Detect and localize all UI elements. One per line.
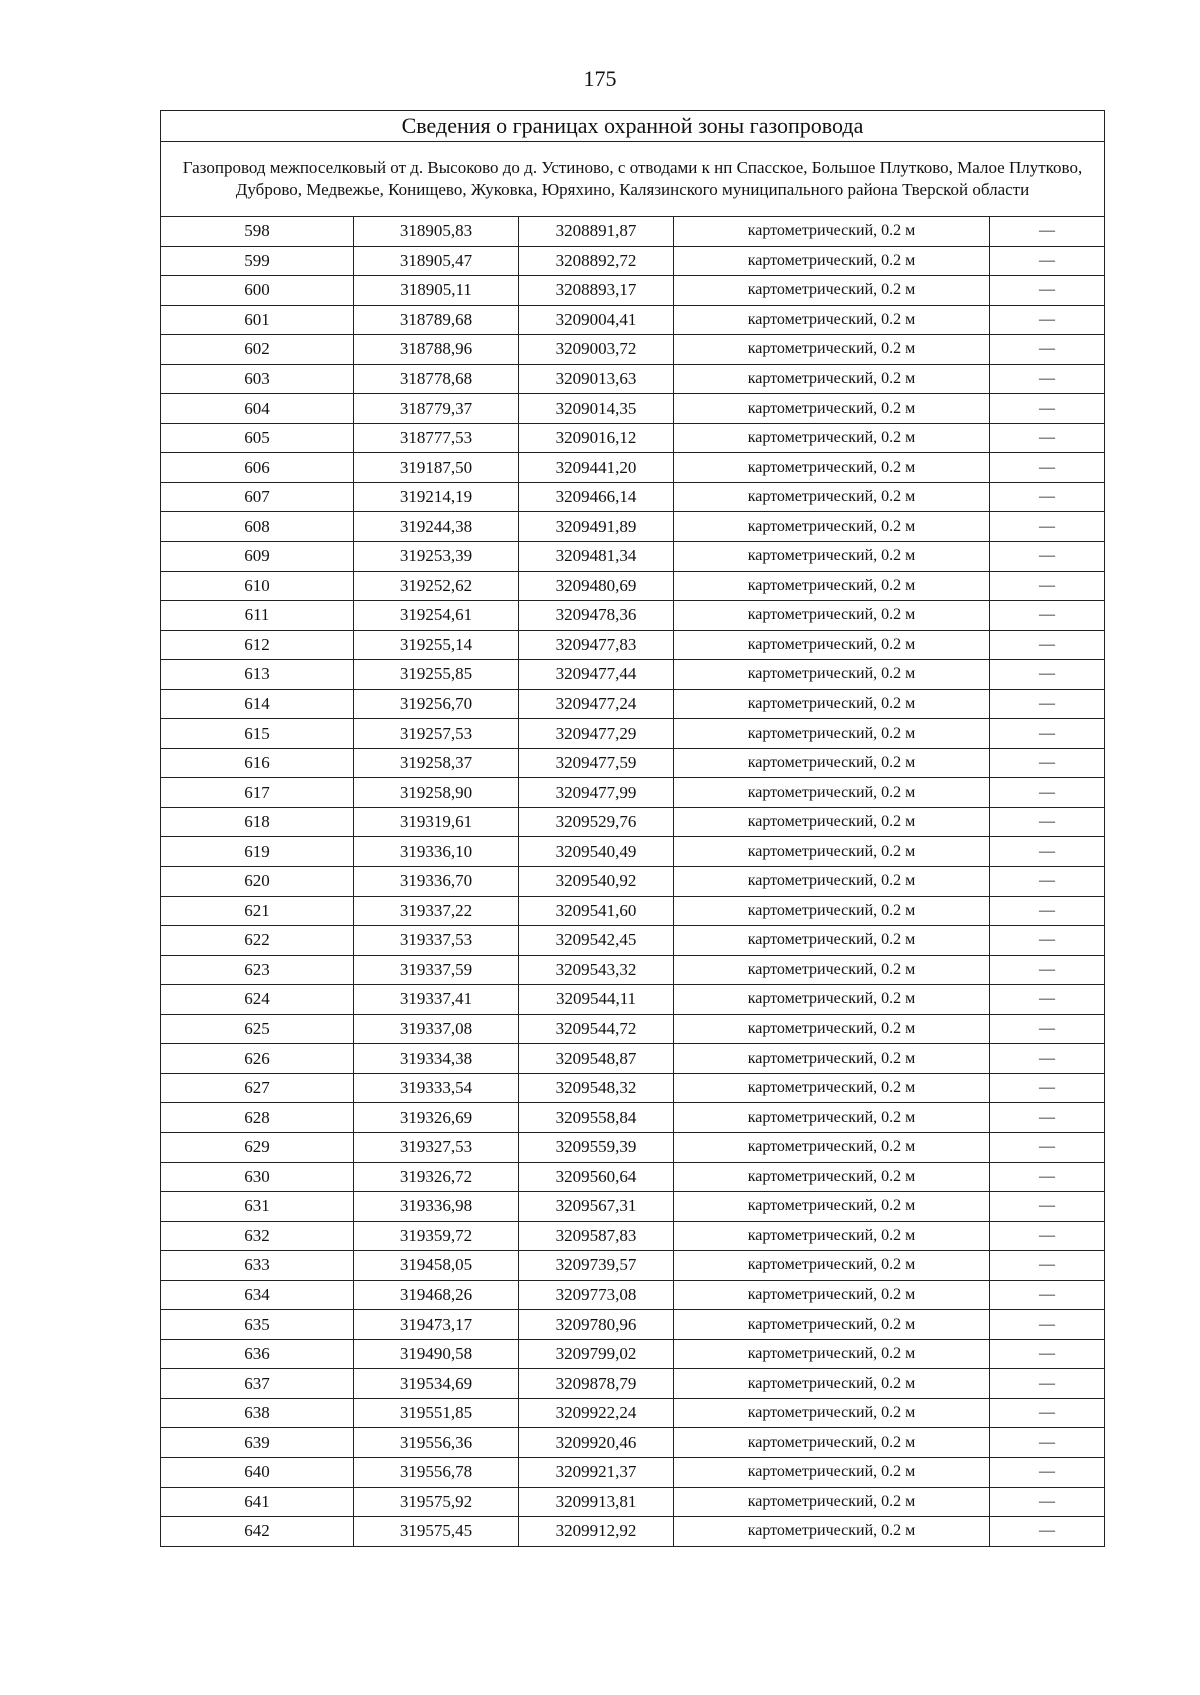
table-row	[161, 630, 1105, 660]
note-cell: —	[990, 867, 1105, 897]
y-coordinate-cell: 3209466,14	[519, 482, 674, 512]
method-accuracy-cell: картометрический, 0.2 м	[674, 778, 990, 808]
method-accuracy-cell: картометрический, 0.2 м	[674, 1044, 990, 1074]
method-accuracy-cell: картометрический, 0.2 м	[674, 1221, 990, 1251]
y-coordinate-cell: 3209004,41	[519, 305, 674, 335]
x-coordinate-cell: 319336,10	[354, 837, 519, 867]
note-cell: —	[990, 1428, 1105, 1458]
method-accuracy-cell: картометрический, 0.2 м	[674, 867, 990, 897]
method-accuracy-cell: картометрический, 0.2 м	[674, 1428, 990, 1458]
point-number-cell: 622	[161, 926, 354, 956]
y-coordinate-cell: 3209478,36	[519, 601, 674, 631]
table-row	[161, 1310, 1105, 1340]
note-cell: —	[990, 1398, 1105, 1428]
note-cell: —	[990, 1517, 1105, 1547]
method-accuracy-cell: картометрический, 0.2 м	[674, 1014, 990, 1044]
point-number-cell: 639	[161, 1428, 354, 1458]
point-number-cell: 601	[161, 305, 354, 335]
method-accuracy-cell: картометрический, 0.2 м	[674, 276, 990, 306]
point-number-cell: 618	[161, 807, 354, 837]
note-cell: —	[990, 217, 1105, 247]
y-coordinate-cell: 3208893,17	[519, 276, 674, 306]
note-cell: —	[990, 453, 1105, 483]
table-row	[161, 1457, 1105, 1487]
method-accuracy-cell: картометрический, 0.2 м	[674, 217, 990, 247]
note-cell: —	[990, 630, 1105, 660]
y-coordinate-cell: 3209540,49	[519, 837, 674, 867]
x-coordinate-cell: 319337,41	[354, 985, 519, 1015]
method-accuracy-cell: картометрический, 0.2 м	[674, 1103, 990, 1133]
x-coordinate-cell: 319551,85	[354, 1398, 519, 1428]
note-cell: —	[990, 1073, 1105, 1103]
table-row	[161, 985, 1105, 1015]
y-coordinate-cell: 3209739,57	[519, 1251, 674, 1281]
x-coordinate-cell: 319556,36	[354, 1428, 519, 1458]
point-number-cell: 616	[161, 748, 354, 778]
method-accuracy-cell: картометрический, 0.2 м	[674, 837, 990, 867]
y-coordinate-cell: 3209780,96	[519, 1310, 674, 1340]
y-coordinate-cell: 3209913,81	[519, 1487, 674, 1517]
note-cell: —	[990, 985, 1105, 1015]
table-row	[161, 660, 1105, 690]
point-number-cell: 617	[161, 778, 354, 808]
table-row	[161, 364, 1105, 394]
y-coordinate-cell: 3209921,37	[519, 1457, 674, 1487]
table-row	[161, 423, 1105, 453]
x-coordinate-cell: 319333,54	[354, 1073, 519, 1103]
table-title: Сведения о границах охранной зоны газопровода	[161, 111, 1105, 142]
method-accuracy-cell: картометрический, 0.2 м	[674, 1162, 990, 1192]
x-coordinate-cell: 318777,53	[354, 423, 519, 453]
method-accuracy-cell: картометрический, 0.2 м	[674, 689, 990, 719]
page-number: 175	[583, 66, 617, 91]
note-cell: —	[990, 1132, 1105, 1162]
y-coordinate-cell: 3209477,83	[519, 630, 674, 660]
method-accuracy-cell: картометрический, 0.2 м	[674, 364, 990, 394]
note-cell: —	[990, 1369, 1105, 1399]
x-coordinate-cell: 319556,78	[354, 1457, 519, 1487]
x-coordinate-cell: 318905,83	[354, 217, 519, 247]
x-coordinate-cell: 319254,61	[354, 601, 519, 631]
point-number-cell: 623	[161, 955, 354, 985]
table-row	[161, 1369, 1105, 1399]
note-cell: —	[990, 246, 1105, 276]
y-coordinate-cell: 3209013,63	[519, 364, 674, 394]
note-cell: —	[990, 926, 1105, 956]
x-coordinate-cell: 319252,62	[354, 571, 519, 601]
note-cell: —	[990, 1221, 1105, 1251]
table-description: Газопровод межпоселковый от д. Высоково до д. Устиново, с отводами к нп Спасское, Большое Плутково, Малое Плутково, Дуброво, Медвежье, Конищево, Жуковка, Юряхино, Калязинского муниципального района Тверской области	[161, 142, 1105, 217]
table-row	[161, 1221, 1105, 1251]
x-coordinate-cell: 319458,05	[354, 1251, 519, 1281]
y-coordinate-cell: 3209878,79	[519, 1369, 674, 1399]
x-coordinate-cell: 318778,68	[354, 364, 519, 394]
x-coordinate-cell: 318779,37	[354, 394, 519, 424]
note-cell: —	[990, 482, 1105, 512]
y-coordinate-cell: 3209477,59	[519, 748, 674, 778]
point-number-cell: 621	[161, 896, 354, 926]
point-number-cell: 627	[161, 1073, 354, 1103]
point-number-cell: 637	[161, 1369, 354, 1399]
y-coordinate-cell: 3209003,72	[519, 335, 674, 365]
table-row	[161, 896, 1105, 926]
table-description-row	[161, 142, 1105, 217]
method-accuracy-cell: картометрический, 0.2 м	[674, 719, 990, 749]
y-coordinate-cell: 3209540,92	[519, 867, 674, 897]
table-row	[161, 542, 1105, 572]
x-coordinate-cell: 318788,96	[354, 335, 519, 365]
note-cell: —	[990, 1487, 1105, 1517]
x-coordinate-cell: 319256,70	[354, 689, 519, 719]
boundary-table-container	[160, 110, 1104, 1547]
table-row	[161, 837, 1105, 867]
x-coordinate-cell: 319255,85	[354, 660, 519, 690]
method-accuracy-cell: картометрический, 0.2 м	[674, 1280, 990, 1310]
table-row	[161, 807, 1105, 837]
y-coordinate-cell: 3208891,87	[519, 217, 674, 247]
table-row	[161, 719, 1105, 749]
note-cell: —	[990, 1014, 1105, 1044]
x-coordinate-cell: 319534,69	[354, 1369, 519, 1399]
x-coordinate-cell: 319327,53	[354, 1132, 519, 1162]
note-cell: —	[990, 394, 1105, 424]
x-coordinate-cell: 319490,58	[354, 1339, 519, 1369]
point-number-cell: 612	[161, 630, 354, 660]
point-number-cell: 624	[161, 985, 354, 1015]
method-accuracy-cell: картометрический, 0.2 м	[674, 1339, 990, 1369]
point-number-cell: 605	[161, 423, 354, 453]
y-coordinate-cell: 3209544,11	[519, 985, 674, 1015]
method-accuracy-cell: картометрический, 0.2 м	[674, 394, 990, 424]
table-row	[161, 748, 1105, 778]
method-accuracy-cell: картометрический, 0.2 м	[674, 1517, 990, 1547]
point-number-cell: 608	[161, 512, 354, 542]
note-cell: —	[990, 1162, 1105, 1192]
point-number-cell: 599	[161, 246, 354, 276]
table-row	[161, 1339, 1105, 1369]
method-accuracy-cell: картометрический, 0.2 м	[674, 1487, 990, 1517]
note-cell: —	[990, 660, 1105, 690]
x-coordinate-cell: 319334,38	[354, 1044, 519, 1074]
note-cell: —	[990, 1103, 1105, 1133]
x-coordinate-cell: 319319,61	[354, 807, 519, 837]
point-number-cell: 600	[161, 276, 354, 306]
table-title-row	[161, 111, 1105, 142]
note-cell: —	[990, 837, 1105, 867]
x-coordinate-cell: 319258,90	[354, 778, 519, 808]
y-coordinate-cell: 3209477,44	[519, 660, 674, 690]
y-coordinate-cell: 3209559,39	[519, 1132, 674, 1162]
y-coordinate-cell: 3209587,83	[519, 1221, 674, 1251]
table-row	[161, 394, 1105, 424]
table-row	[161, 1132, 1105, 1162]
table-row	[161, 1073, 1105, 1103]
point-number-cell: 628	[161, 1103, 354, 1133]
point-number-cell: 625	[161, 1014, 354, 1044]
y-coordinate-cell: 3209920,46	[519, 1428, 674, 1458]
method-accuracy-cell: картометрический, 0.2 м	[674, 1251, 990, 1281]
table-row	[161, 1251, 1105, 1281]
x-coordinate-cell: 319337,53	[354, 926, 519, 956]
point-number-cell: 641	[161, 1487, 354, 1517]
y-coordinate-cell: 3209548,87	[519, 1044, 674, 1074]
y-coordinate-cell: 3209477,24	[519, 689, 674, 719]
table-body	[161, 111, 1105, 1547]
point-number-cell: 615	[161, 719, 354, 749]
y-coordinate-cell: 3209480,69	[519, 571, 674, 601]
x-coordinate-cell: 319575,45	[354, 1517, 519, 1547]
point-number-cell: 636	[161, 1339, 354, 1369]
x-coordinate-cell: 319258,37	[354, 748, 519, 778]
point-number-cell: 614	[161, 689, 354, 719]
method-accuracy-cell: картометрический, 0.2 м	[674, 601, 990, 631]
table-row	[161, 335, 1105, 365]
note-cell: —	[990, 512, 1105, 542]
y-coordinate-cell: 3209477,29	[519, 719, 674, 749]
note-cell: —	[990, 896, 1105, 926]
point-number-cell: 631	[161, 1192, 354, 1222]
note-cell: —	[990, 748, 1105, 778]
table-row	[161, 1192, 1105, 1222]
note-cell: —	[990, 1192, 1105, 1222]
method-accuracy-cell: картометрический, 0.2 м	[674, 660, 990, 690]
method-accuracy-cell: картометрический, 0.2 м	[674, 630, 990, 660]
table-row	[161, 926, 1105, 956]
method-accuracy-cell: картометрический, 0.2 м	[674, 748, 990, 778]
y-coordinate-cell: 3209773,08	[519, 1280, 674, 1310]
table-row	[161, 571, 1105, 601]
point-number-cell: 634	[161, 1280, 354, 1310]
x-coordinate-cell: 319187,50	[354, 453, 519, 483]
note-cell: —	[990, 1339, 1105, 1369]
table-row	[161, 1517, 1105, 1547]
y-coordinate-cell: 3209529,76	[519, 807, 674, 837]
note-cell: —	[990, 1044, 1105, 1074]
y-coordinate-cell: 3209481,34	[519, 542, 674, 572]
y-coordinate-cell: 3209560,64	[519, 1162, 674, 1192]
x-coordinate-cell: 319244,38	[354, 512, 519, 542]
x-coordinate-cell: 319214,19	[354, 482, 519, 512]
table-row	[161, 689, 1105, 719]
note-cell: —	[990, 689, 1105, 719]
table-row	[161, 778, 1105, 808]
note-cell: —	[990, 601, 1105, 631]
method-accuracy-cell: картометрический, 0.2 м	[674, 423, 990, 453]
method-accuracy-cell: картометрический, 0.2 м	[674, 1073, 990, 1103]
table-row	[161, 1014, 1105, 1044]
y-coordinate-cell: 3209922,24	[519, 1398, 674, 1428]
y-coordinate-cell: 3209542,45	[519, 926, 674, 956]
x-coordinate-cell: 319336,70	[354, 867, 519, 897]
method-accuracy-cell: картометрический, 0.2 м	[674, 955, 990, 985]
x-coordinate-cell: 319337,22	[354, 896, 519, 926]
method-accuracy-cell: картометрический, 0.2 м	[674, 1310, 990, 1340]
point-number-cell: 629	[161, 1132, 354, 1162]
method-accuracy-cell: картометрический, 0.2 м	[674, 1132, 990, 1162]
x-coordinate-cell: 319473,17	[354, 1310, 519, 1340]
y-coordinate-cell: 3209912,92	[519, 1517, 674, 1547]
table-row	[161, 217, 1105, 247]
table-row	[161, 276, 1105, 306]
method-accuracy-cell: картометрический, 0.2 м	[674, 542, 990, 572]
y-coordinate-cell: 3208892,72	[519, 246, 674, 276]
point-number-cell: 642	[161, 1517, 354, 1547]
method-accuracy-cell: картометрический, 0.2 м	[674, 571, 990, 601]
table-row	[161, 1398, 1105, 1428]
y-coordinate-cell: 3209799,02	[519, 1339, 674, 1369]
x-coordinate-cell: 319336,98	[354, 1192, 519, 1222]
x-coordinate-cell: 319253,39	[354, 542, 519, 572]
note-cell: —	[990, 542, 1105, 572]
y-coordinate-cell: 3209477,99	[519, 778, 674, 808]
point-number-cell: 640	[161, 1457, 354, 1487]
note-cell: —	[990, 778, 1105, 808]
y-coordinate-cell: 3209541,60	[519, 896, 674, 926]
table-row	[161, 305, 1105, 335]
x-coordinate-cell: 319575,92	[354, 1487, 519, 1517]
table-row	[161, 1044, 1105, 1074]
table-row	[161, 453, 1105, 483]
method-accuracy-cell: картометрический, 0.2 м	[674, 246, 990, 276]
point-number-cell: 611	[161, 601, 354, 631]
point-number-cell: 626	[161, 1044, 354, 1074]
note-cell: —	[990, 719, 1105, 749]
x-coordinate-cell: 319359,72	[354, 1221, 519, 1251]
x-coordinate-cell: 319257,53	[354, 719, 519, 749]
note-cell: —	[990, 335, 1105, 365]
note-cell: —	[990, 1457, 1105, 1487]
method-accuracy-cell: картометрический, 0.2 м	[674, 896, 990, 926]
y-coordinate-cell: 3209548,32	[519, 1073, 674, 1103]
point-number-cell: 607	[161, 482, 354, 512]
y-coordinate-cell: 3209543,32	[519, 955, 674, 985]
note-cell: —	[990, 571, 1105, 601]
table-row	[161, 1162, 1105, 1192]
note-cell: —	[990, 955, 1105, 985]
boundary-table	[160, 110, 1105, 1547]
x-coordinate-cell: 318789,68	[354, 305, 519, 335]
method-accuracy-cell: картометрический, 0.2 м	[674, 482, 990, 512]
method-accuracy-cell: картометрический, 0.2 м	[674, 985, 990, 1015]
y-coordinate-cell: 3209014,35	[519, 394, 674, 424]
y-coordinate-cell: 3209441,20	[519, 453, 674, 483]
method-accuracy-cell: картометрический, 0.2 м	[674, 1398, 990, 1428]
y-coordinate-cell: 3209558,84	[519, 1103, 674, 1133]
point-number-cell: 598	[161, 217, 354, 247]
y-coordinate-cell: 3209544,72	[519, 1014, 674, 1044]
y-coordinate-cell: 3209016,12	[519, 423, 674, 453]
point-number-cell: 602	[161, 335, 354, 365]
note-cell: —	[990, 807, 1105, 837]
method-accuracy-cell: картометрический, 0.2 м	[674, 512, 990, 542]
point-number-cell: 632	[161, 1221, 354, 1251]
table-row	[161, 955, 1105, 985]
table-row	[161, 1487, 1105, 1517]
x-coordinate-cell: 319337,59	[354, 955, 519, 985]
x-coordinate-cell: 319326,69	[354, 1103, 519, 1133]
table-row	[161, 1103, 1105, 1133]
point-number-cell: 613	[161, 660, 354, 690]
point-number-cell: 635	[161, 1310, 354, 1340]
note-cell: —	[990, 305, 1105, 335]
table-row	[161, 246, 1105, 276]
point-number-cell: 638	[161, 1398, 354, 1428]
point-number-cell: 604	[161, 394, 354, 424]
note-cell: —	[990, 423, 1105, 453]
method-accuracy-cell: картометрический, 0.2 м	[674, 335, 990, 365]
table-row	[161, 482, 1105, 512]
x-coordinate-cell: 319326,72	[354, 1162, 519, 1192]
method-accuracy-cell: картометрический, 0.2 м	[674, 926, 990, 956]
x-coordinate-cell: 318905,47	[354, 246, 519, 276]
point-number-cell: 603	[161, 364, 354, 394]
note-cell: —	[990, 276, 1105, 306]
note-cell: —	[990, 1280, 1105, 1310]
point-number-cell: 633	[161, 1251, 354, 1281]
table-row	[161, 601, 1105, 631]
point-number-cell: 630	[161, 1162, 354, 1192]
x-coordinate-cell: 319255,14	[354, 630, 519, 660]
method-accuracy-cell: картометрический, 0.2 м	[674, 1192, 990, 1222]
table-row	[161, 1428, 1105, 1458]
table-row	[161, 867, 1105, 897]
x-coordinate-cell: 319468,26	[354, 1280, 519, 1310]
point-number-cell: 609	[161, 542, 354, 572]
x-coordinate-cell: 319337,08	[354, 1014, 519, 1044]
method-accuracy-cell: картометрический, 0.2 м	[674, 305, 990, 335]
table-row	[161, 512, 1105, 542]
x-coordinate-cell: 318905,11	[354, 276, 519, 306]
point-number-cell: 619	[161, 837, 354, 867]
note-cell: —	[990, 364, 1105, 394]
point-number-cell: 610	[161, 571, 354, 601]
method-accuracy-cell: картометрический, 0.2 м	[674, 1369, 990, 1399]
method-accuracy-cell: картометрический, 0.2 м	[674, 453, 990, 483]
y-coordinate-cell: 3209491,89	[519, 512, 674, 542]
method-accuracy-cell: картометрический, 0.2 м	[674, 1457, 990, 1487]
point-number-cell: 606	[161, 453, 354, 483]
y-coordinate-cell: 3209567,31	[519, 1192, 674, 1222]
table-row	[161, 1280, 1105, 1310]
method-accuracy-cell: картометрический, 0.2 м	[674, 807, 990, 837]
note-cell: —	[990, 1310, 1105, 1340]
point-number-cell: 620	[161, 867, 354, 897]
note-cell: —	[990, 1251, 1105, 1281]
